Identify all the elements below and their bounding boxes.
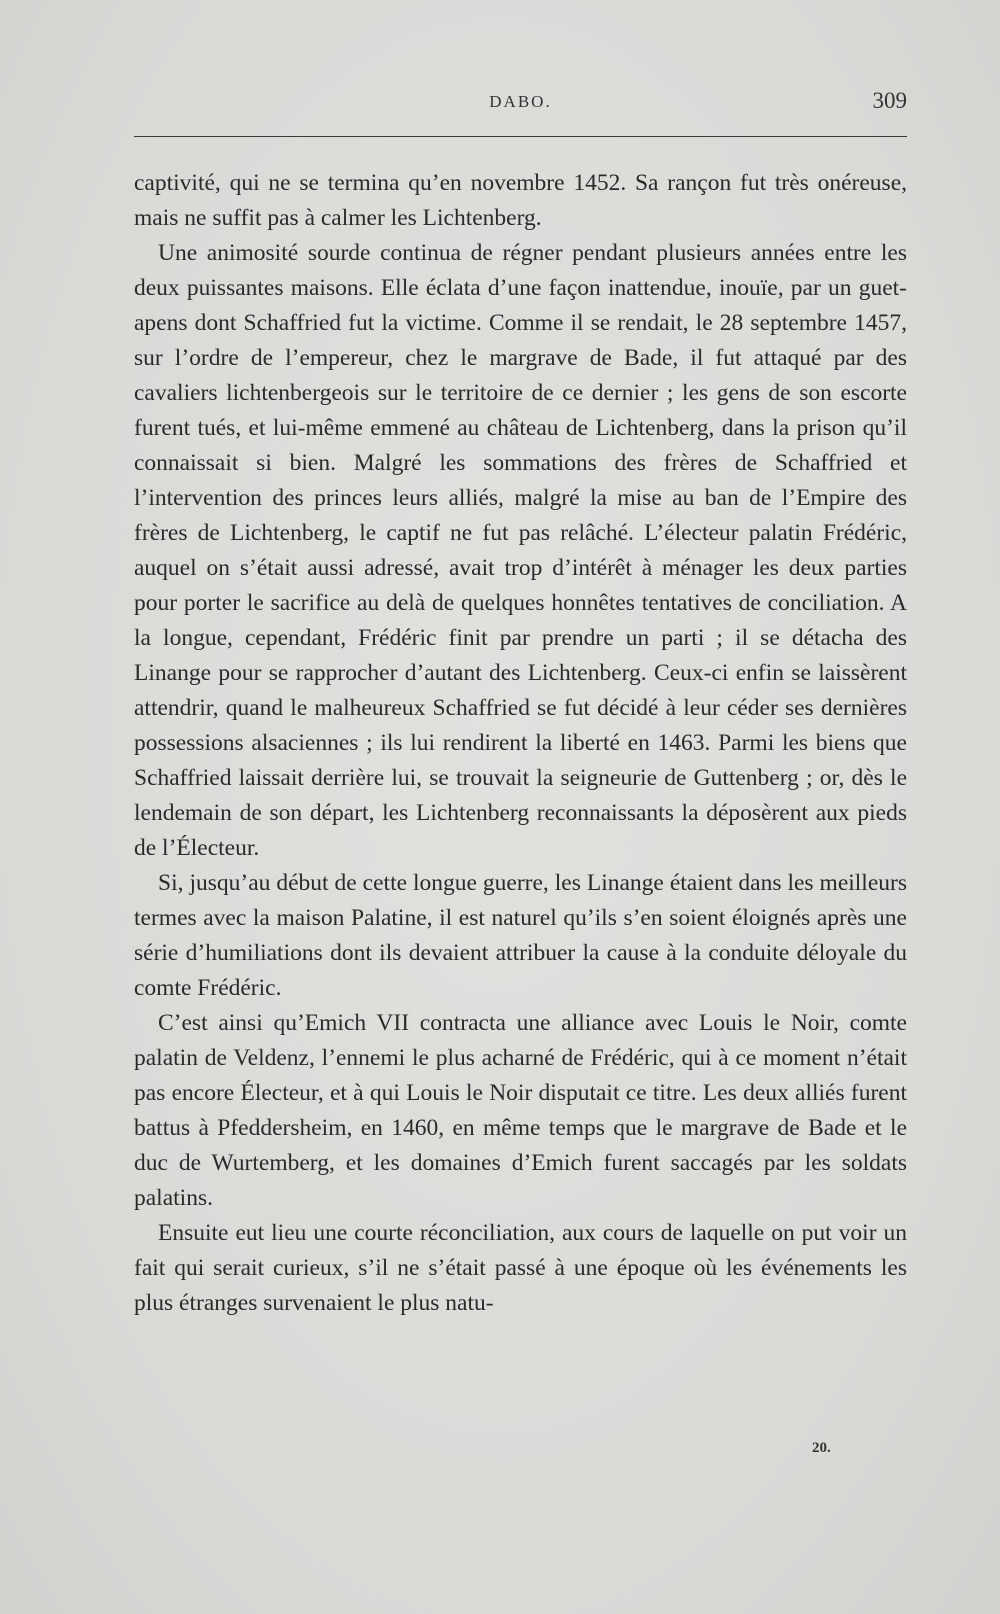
body-text [134, 166, 907, 1321]
paragraph: Si, jusqu’au début de cette longue guerre, les Linange étaient dans les meilleurs termes avec la maison Palatine, il est naturel qu’ils s’en soient éloignés après une série d’humiliations dont ils devaient attribuer la cause à la conduite déloyale du comte Frédéric. [134, 870, 907, 1001]
page-number: 309 [872, 88, 907, 113]
paragraph: Une animosité sourde continua de régner pendant plusieurs années entre les deux puissantes maisons. Elle éclata d’une façon inattendue, inouïe, par un guet-apens dont Schaffried fut la victime. Comme il se rendait, le 28 septembre 1457, sur l’ordre de l’empereur, chez le margrave de Bade, il fut attaqué par des cavaliers lichtenbergeois sur le territoire de ce dernier ; les gens de son escorte furent tués, et lui-même emmené au château de Lichtenberg, dans la prison qu’il connaissait si bien. Malgré les sommations des frères de Schaffried et l’intervention des princes leurs alliés, malgré la mise au ban de l’Empire des frères de Lichtenberg, le captif ne fut pas relâché. L’électeur palatin Frédéric, auquel on s’était aussi adressé, avait trop d’intérêt à ménager les deux parties pour porter le sacrifice au delà de quelques honnêtes tentatives de conciliation. A la longue, cependant, Frédéric finit par prendre un parti ; il se détacha des Linange pour se rapprocher d’autant des Lichtenberg. Ceux-ci enfin se laissèrent attendrir, quand le malheureux Schaffried se fut décidé à leur céder ses dernières possessions alsaciennes ; ils lui rendirent la liberté en 1463. Parmi les biens que Schaffried laissait derrière lui, se trouvait la seigneurie de Guttenberg ; or, dès le lendemain de son départ, les Lichtenberg reconnaissants la déposèrent aux pieds de l’Électeur. [134, 240, 907, 861]
page-header [134, 88, 907, 118]
paragraph: Ensuite eut lieu une courte réconciliation, aux cours de laquelle on put voir un fait qui serait curieux, s’il ne s’était passé à une époque où les événements les plus étranges survenaient le plus natu- [134, 1220, 907, 1316]
paragraph: C’est ainsi qu’Emich VII contracta une alliance avec Louis le Noir, comte palatin de Veldenz, l’ennemi le plus acharné de Frédéric, qui à ce moment n’était pas encore Électeur, et à qui Louis le Noir disputait ce titre. Les deux alliés furent battus à Pfeddersheim, en 1460, en même temps que le margrave de Bade et le duc de Wurtemberg, et les domaines d’Emich furent saccagés par les soldats palatins. [134, 1010, 907, 1211]
header-rule [134, 136, 907, 137]
paragraph-continuation: captivité, qui ne se termina qu’en novembre 1452. Sa rançon fut très onéreuse, mais ne suffit pas à calmer les Lichtenberg. [134, 170, 907, 231]
signature-mark: 20. [812, 1440, 831, 1456]
running-title: DABO. [489, 92, 552, 111]
